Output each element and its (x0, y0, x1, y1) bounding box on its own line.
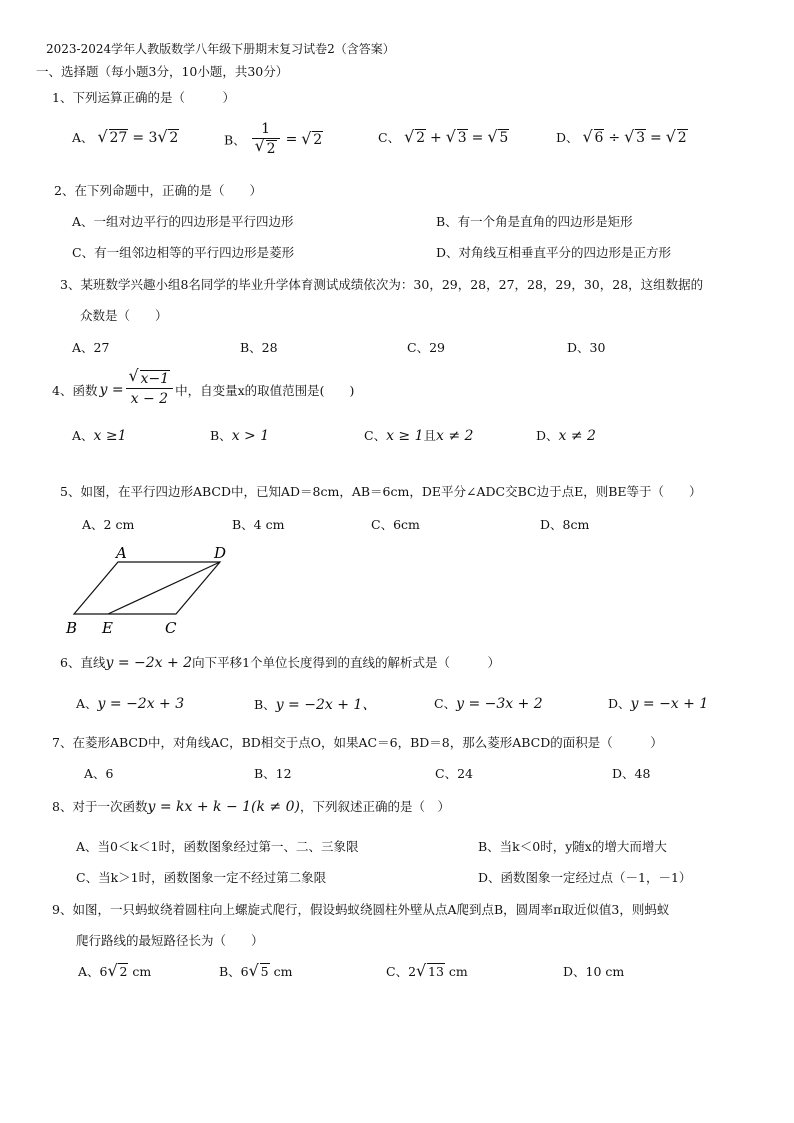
q6-stem-post: 向下平移1个单位长度得到的直线的解析式是（ ） (192, 655, 501, 670)
unit-text: cm (444, 964, 468, 979)
q7-stem: 7、在菱形ABCD中，对角线AC，BD相交于点O，如果AC＝6，BD＝8，那么菱形ABCD的面积是（ ） (52, 735, 663, 750)
radical: √ 3 (625, 130, 646, 146)
q4-option-d (536, 426, 596, 444)
q8-option-d: D、函数图象一定经过点（－1，－1） (478, 870, 692, 885)
q1-option-b (224, 120, 323, 159)
radical: √ 27 (99, 130, 129, 146)
option-label: A、 (76, 696, 98, 711)
radical: √ 5 (250, 964, 270, 979)
option-label: C、 (364, 428, 387, 443)
q8-option-a: A、当0＜k＜1时，函数图象经过第一、二、三象限 (76, 839, 359, 854)
q5-option-b: B、4 cm (232, 517, 285, 532)
q4-stem (52, 370, 354, 409)
q8-option-b: B、当k＜0时，y随x的增大而增大 (478, 839, 667, 854)
q3-option-b: B、28 (240, 340, 278, 355)
q6-stem (60, 653, 500, 671)
option-label: A、 (72, 428, 94, 443)
radical: √ 2 (405, 130, 426, 146)
q6-stem-pre: 6、直线 (60, 655, 106, 670)
parallelogram-abcd (74, 562, 220, 614)
option-label: D、 (556, 130, 579, 145)
q5-stem: 5、如图，在平行四边形ABCD中，已知AD＝8cm，AB＝6cm，DE平分∠ADC交BC边于点E，则BE等于（ ） (60, 484, 702, 499)
option-label: C、 (434, 696, 457, 711)
unit-text: cm (269, 964, 293, 979)
option-label: B、6 (219, 964, 249, 979)
q3-option-d: D、30 (567, 340, 606, 355)
q8-stem (52, 797, 450, 815)
unit-text: cm (128, 964, 152, 979)
vertex-label-d: D (214, 544, 227, 562)
expr-text: = 3 (132, 130, 158, 146)
option-label: D、 (608, 696, 631, 711)
radical: √ 5 (488, 130, 509, 146)
expr-text: y = kx + k − 1(k ≠ 0) (147, 799, 300, 815)
q4-option-c (364, 426, 473, 444)
option-label: A、 (72, 130, 94, 145)
expr-text: + (429, 130, 442, 146)
q3-stem: 3、某班数学兴趣小组8名同学的毕业升学体育测试成绩依次为：30，29，28，27，28，29，30，28，这组数据的 (60, 277, 704, 292)
q8-stem-post: ，下列叙述正确的是（ ） (300, 799, 451, 814)
q3-option-c: C、29 (407, 340, 445, 355)
q6-option-c (434, 694, 543, 712)
parallelogram-figure (58, 540, 248, 640)
option-label: A、6 (78, 964, 108, 979)
radical: √ 2 (108, 964, 128, 979)
q9-option-c (386, 962, 468, 980)
radical: √ 2 (302, 132, 323, 148)
page-title: 2023-2024学年人教版数学八年级下册期末复习试卷2（含答案） (46, 42, 395, 56)
q9-stem: 9、如图，一只蚂蚁绕着圆柱向上螺旋式爬行，假设蚂蚁绕圆柱外壁从点A爬到点B，圆周率π取近似值3，则蚂蚁 (52, 902, 670, 917)
radical: √ 6 (584, 130, 605, 146)
q1-option-d (556, 128, 688, 146)
vertex-label-e: E (102, 619, 113, 637)
vertex-label-b: B (66, 619, 78, 637)
vertex-label-c: C (165, 619, 177, 637)
expr-text: x ≠ 2 (558, 428, 596, 444)
expr-text: y = −2x + 3 (97, 696, 185, 712)
radical: √ 13 (417, 964, 445, 979)
option-label: C、 (378, 130, 401, 145)
q9-option-a (78, 962, 151, 980)
q4-option-b (210, 426, 269, 444)
expr-text: y = −2x + 1、 (275, 697, 377, 713)
expr-text: x > 1 (231, 428, 270, 444)
q4-option-a (72, 426, 127, 444)
q5-option-c: C、6cm (371, 517, 420, 532)
expr-text: x ≥ 1 (386, 428, 424, 444)
radical: √ 3 (447, 130, 468, 146)
q1-option-c (378, 128, 509, 146)
q6-option-d (608, 694, 708, 712)
expr-text: 且 (423, 428, 437, 443)
expr-text: x ≠ 2 (436, 428, 474, 444)
q5-option-a: A、2 cm (82, 517, 135, 532)
q2-option-b: B、有一个角是直角的四边形是矩形 (436, 214, 633, 229)
q6-option-a (76, 694, 184, 712)
fraction: √ $\frac{x-1}{x - 2}$ (126, 370, 174, 409)
q1-option-a (72, 128, 179, 146)
expr-text: y = −2x + 2 (105, 655, 193, 671)
q9-option-b (219, 962, 292, 980)
option-label: B、 (254, 697, 276, 712)
radical: √ 2 (667, 130, 688, 146)
q7-option-a: A、6 (84, 766, 114, 781)
expr-text: y = −3x + 2 (456, 696, 543, 712)
q3-stem-cont: 众数是（ ） (80, 308, 168, 323)
q2-option-c: C、有一组邻边相等的平行四边形是菱形 (72, 245, 295, 260)
expr-text: x ≥1 (93, 428, 127, 444)
q2-stem: 2、在下列命题中，正确的是（ ） (54, 183, 262, 198)
expr-text: ÷ (608, 130, 621, 146)
q8-option-c: C、当k＞1时，函数图象一定不经过第二象限 (76, 870, 327, 885)
q5-option-d: D、8cm (540, 517, 590, 532)
q2-option-d: D、对角线互相垂直平分的四边形是正方形 (436, 245, 672, 260)
q2-option-a: A、一组对边平行的四边形是平行四边形 (72, 214, 294, 229)
q4-stem-pre: 4、函数 (52, 382, 98, 398)
expr-text: y = (99, 381, 124, 398)
expr-text: = (471, 130, 484, 146)
fraction: 1 √ 2 (252, 120, 280, 159)
q7-option-b: B、12 (254, 766, 292, 781)
radical: √ 2 (158, 130, 179, 146)
q6-option-b (254, 694, 376, 714)
q9-option-d: D、10 cm (563, 964, 625, 979)
option-label: D、 (536, 428, 559, 443)
section-heading: 一、选择题（每小题3分，10小题，共30分） (36, 64, 289, 79)
option-label: C、2 (386, 964, 417, 979)
q4-stem-post: 中，自变量x的取值范围是( ) (175, 382, 355, 398)
expr-text: = (285, 131, 298, 148)
expr-text: = (650, 130, 662, 146)
option-label: B、 (224, 132, 246, 148)
expr-text: y = −x + 1 (630, 696, 709, 712)
q9-stem-cont: 爬行路线的最短路径长为（ ） (76, 933, 264, 948)
q3-option-a: A、27 (72, 340, 110, 355)
q1-stem: 1、下列运算正确的是（ ） (52, 90, 235, 105)
q8-stem-pre: 8、对于一次函数 (52, 799, 148, 814)
segment-de (108, 562, 220, 614)
vertex-label-a: A (116, 544, 127, 562)
option-label: B、 (210, 428, 232, 443)
q7-option-c: C、24 (435, 766, 473, 781)
q7-option-d: D、48 (612, 766, 651, 781)
